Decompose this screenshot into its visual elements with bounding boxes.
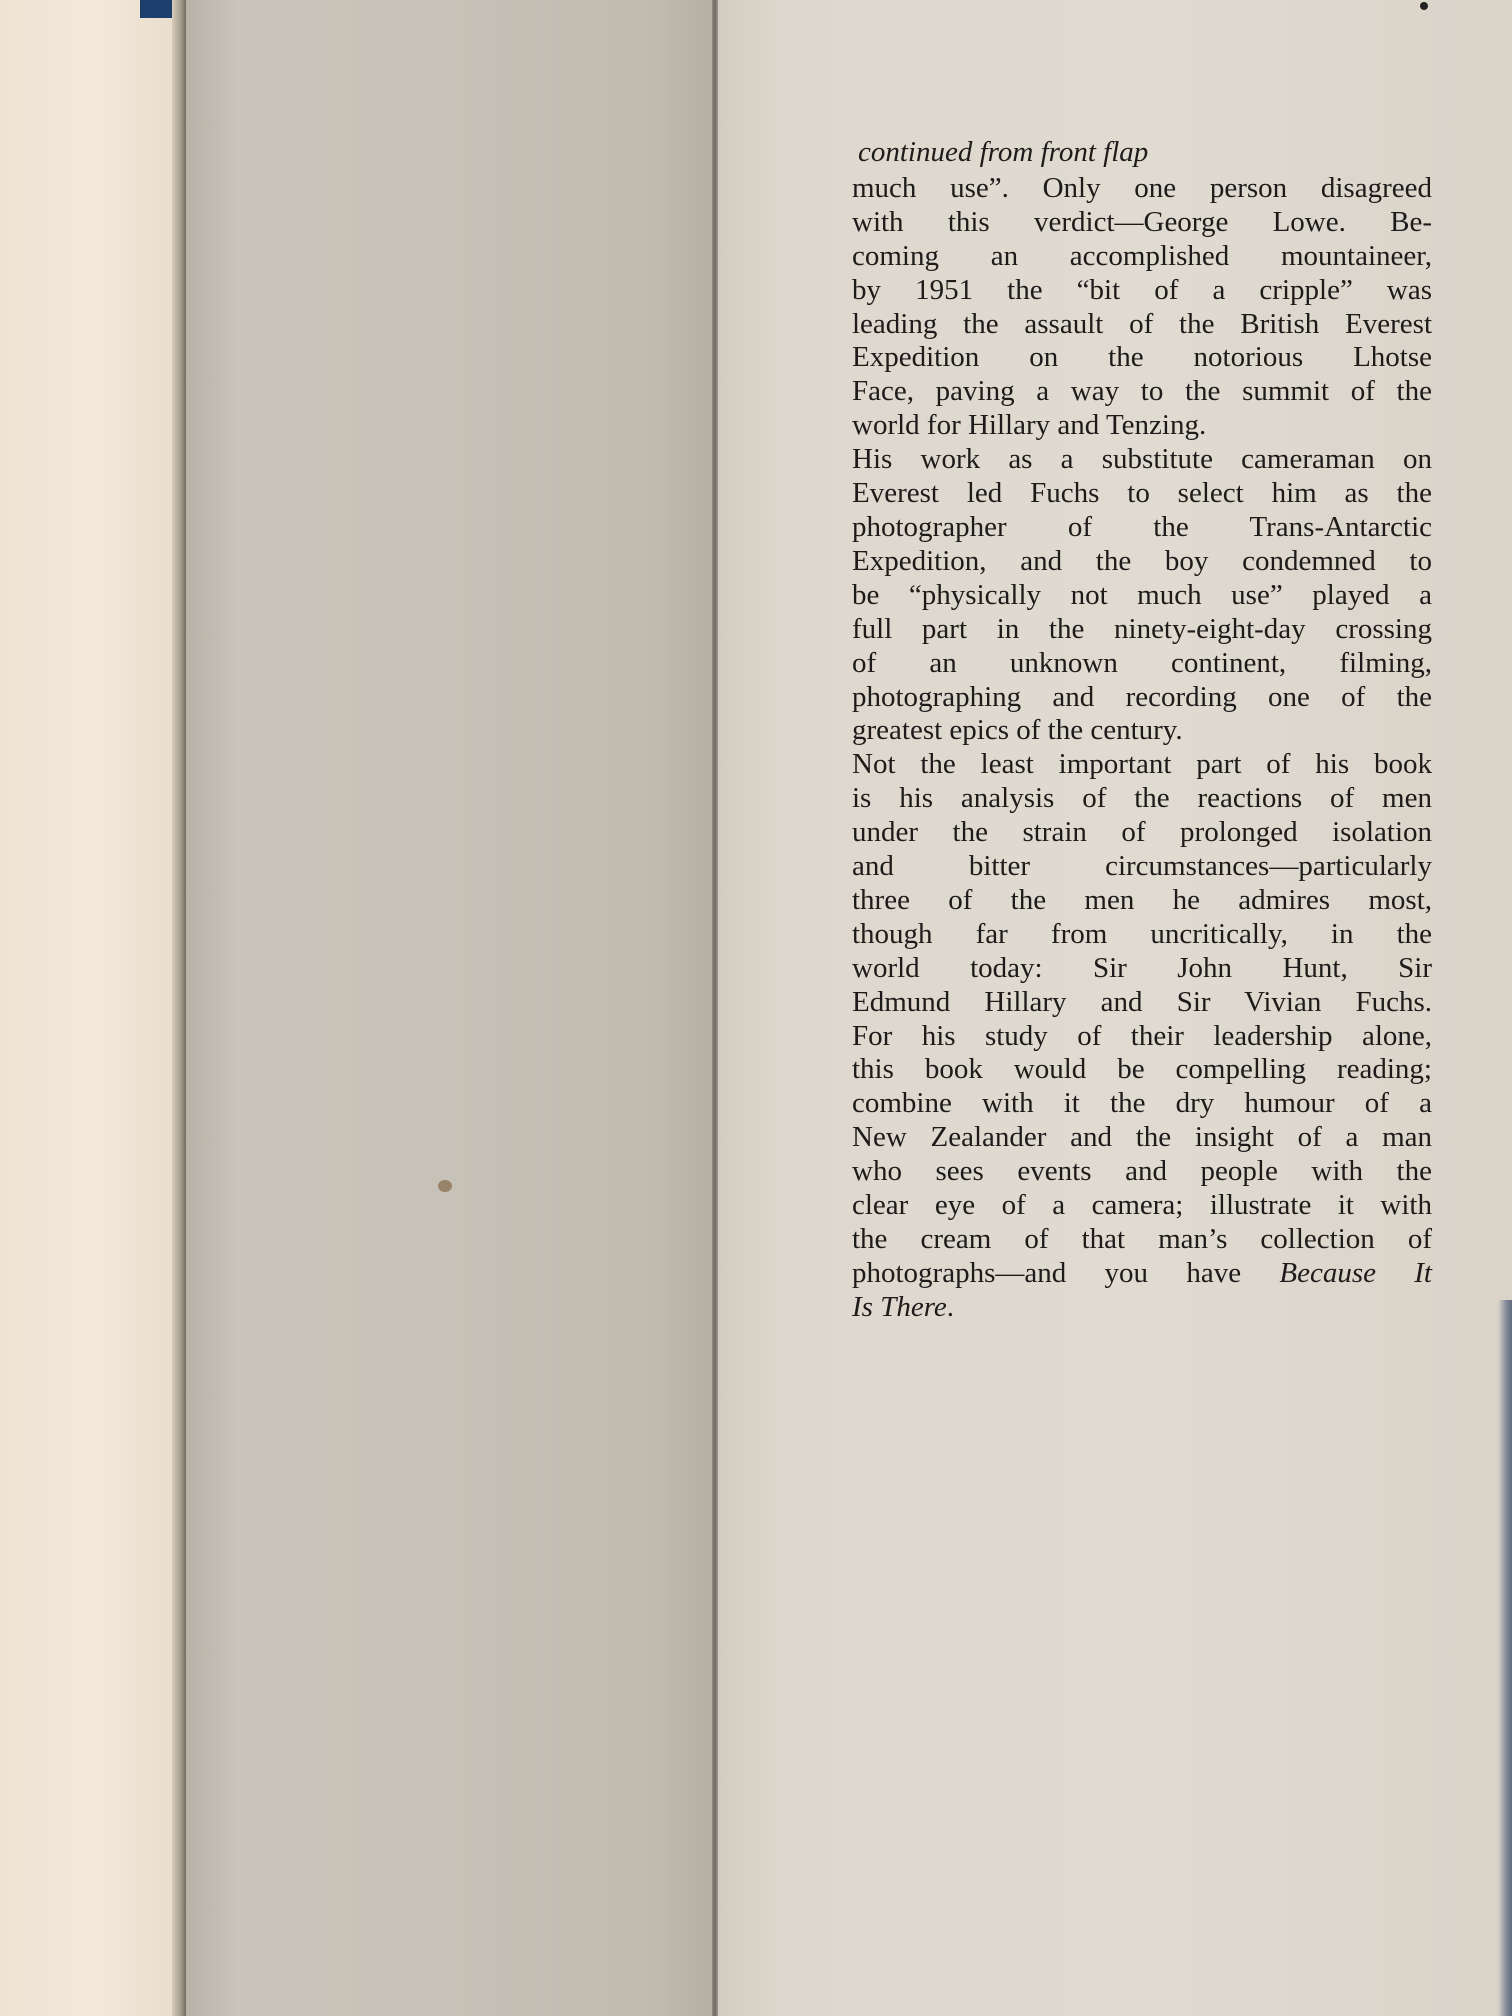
- closing-period: .: [946, 1290, 955, 1323]
- text-line: of an unknown continent, filming,: [852, 646, 1432, 679]
- text-line: Edmund Hillary and Sir Vivian Fuchs.: [852, 985, 1432, 1018]
- closing-text: photographs—and you have: [852, 1256, 1242, 1289]
- text-line: though far from uncritically, in the: [852, 917, 1432, 950]
- text-line: photographing and recording one of the: [852, 680, 1432, 713]
- text-line: much use”. Only one person disagreed: [852, 171, 1432, 204]
- text-line: [852, 1257, 1432, 1291]
- text-line: For his study of their leadership alone,: [852, 1019, 1432, 1052]
- text-line: by 1951 the “bit of a cripple” was: [852, 273, 1432, 306]
- text-line: Not the least important part of his book: [852, 748, 1432, 781]
- text-line: Expedition, and the boy condemned to: [852, 544, 1432, 577]
- text-line: clear eye of a camera; illustrate it with: [852, 1189, 1432, 1222]
- text-line: is his analysis of the reactions of men: [852, 782, 1432, 815]
- book-title-part-1: Because It: [1279, 1256, 1432, 1289]
- text-line: world for Hillary and Tenzing.: [852, 409, 1207, 442]
- text-line: [852, 1291, 1432, 1325]
- text-line: New Zealander and the insight of a man: [852, 1121, 1432, 1154]
- paragraph-2: [852, 443, 1432, 748]
- book-title-part-2: Is There: [852, 1290, 947, 1323]
- text-line: photographer of the Trans-Antarctic: [852, 510, 1432, 543]
- text-line: under the strain of prolonged isolation: [852, 816, 1432, 849]
- text-line: greatest epics of the century.: [852, 714, 1183, 747]
- text-line: with this verdict—George Lowe. Be-: [852, 205, 1432, 238]
- paragraph-3: [852, 748, 1432, 1324]
- paragraph-1: [852, 172, 1432, 443]
- jacket-inside-panel: [186, 0, 714, 2016]
- ink-dot: [1420, 2, 1428, 10]
- text-line: world today: Sir John Hunt, Sir: [852, 951, 1432, 984]
- paper-stain: [438, 1180, 452, 1192]
- text-line: and bitter circumstances—particularly: [852, 850, 1432, 883]
- text-line: Everest led Fuchs to select him as the: [852, 477, 1432, 510]
- continued-note: continued from front flap: [858, 136, 1149, 168]
- endpaper: [0, 0, 182, 2016]
- text-line: coming an accomplished mountaineer,: [852, 239, 1432, 272]
- text-line: who sees events and people with the: [852, 1155, 1432, 1188]
- endpaper-gutter-shadow: [172, 0, 186, 2016]
- text-line: this book would be compelling reading;: [852, 1053, 1432, 1086]
- text-line: full part in the ninety-eight-day crossing: [852, 612, 1432, 645]
- text-line: three of the men he admires most,: [852, 883, 1432, 916]
- text-line: Face, paving a way to the summit of the: [852, 375, 1432, 408]
- text-line: Expedition on the notorious Lhotse: [852, 341, 1432, 374]
- flap-text: [852, 136, 1432, 1325]
- text-line: combine with it the dry humour of a: [852, 1087, 1432, 1120]
- text-line: leading the assault of the British Everest: [852, 307, 1432, 340]
- flap-right-edge: [1498, 1300, 1512, 2016]
- text-line: be “physically not much use” played a: [852, 578, 1432, 611]
- text-line: His work as a substitute cameraman on: [852, 443, 1432, 476]
- text-line: the cream of that man’s collection of: [852, 1223, 1432, 1255]
